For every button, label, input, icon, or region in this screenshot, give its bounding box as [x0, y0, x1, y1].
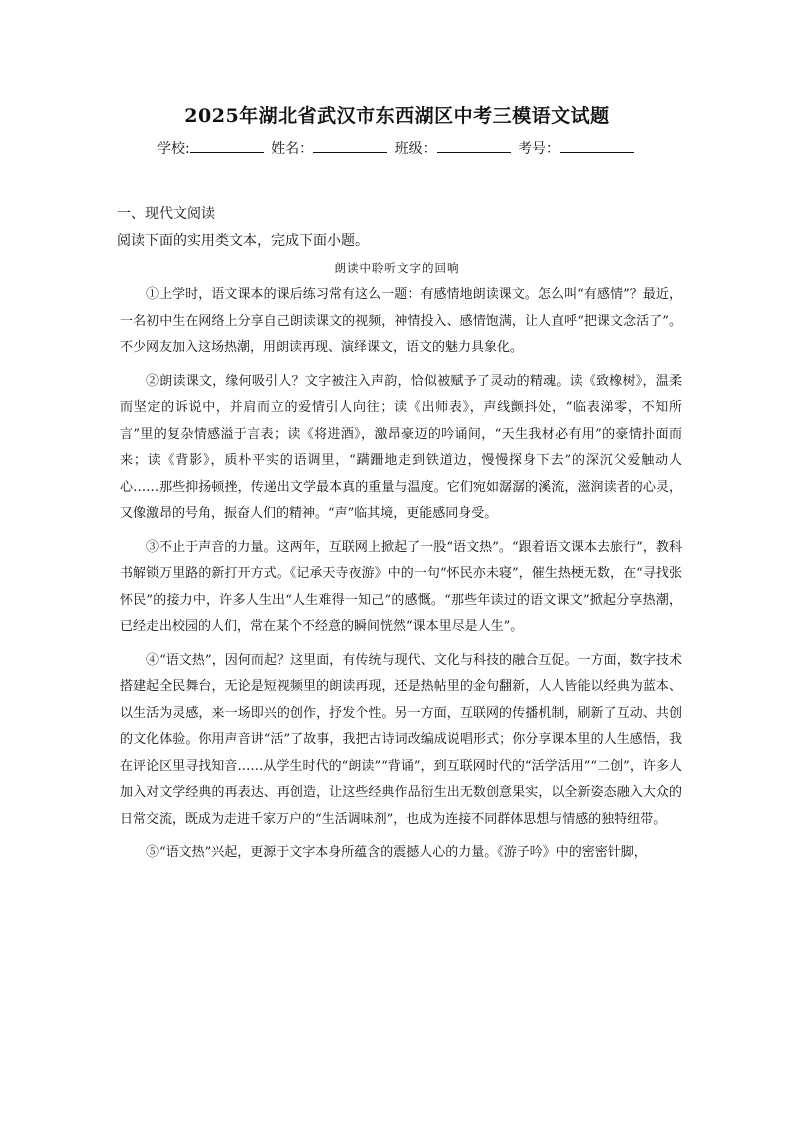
paragraph-5: ⑤“语文热”兴起，更源于文字本身所蕴含的震撼人心的力量。《游子吟》中的密密针脚， [146, 845, 647, 860]
name-label: 姓名： [271, 141, 314, 157]
class-label: 班级： [394, 141, 437, 157]
article-body [120, 282, 682, 874]
exam-number-label: 考号： [518, 141, 561, 157]
paragraph-4: ④“语文热”，因何而起？这里面，有传统与现代、文化与科技的融合互促。一方面，数字技术搭建起全民舞台，无论是短视频里的朗读再现，还是热帖里的金句翻新，人人皆能以经典为蓝本、以生活为灵感，来一场即兴的创作，抒发个性。另一方面，互联网的传播机制，刷新了互动、共创的文化体验。你用声音讲“活”了故事，我把古诗词改编成说唱形式；你分享课本里的人生感悟，我在评论区里寻找知音……从学生时代的“朗读”“背诵”，到互联网时代的“活学活用”“二创”，许多人加入对文学经典的再表达、再创造，让这些经典作品衍生出无数创意果实，以全新姿态融入大众的日常交流，既成为走进千家万户的“生活调味剂”，也成为连接不同群体思想与情感的独特纽带。 [120, 652, 682, 827]
exam-number-blank[interactable] [560, 140, 634, 153]
name-blank[interactable] [313, 140, 387, 153]
paragraph-2: ②朗读课文，缘何吸引人？文字被注入声韵，恰似被赋予了灵动的精魂。读《致橡树》，温柔而坚定的诉说中，并肩而立的爱情引人向往；读《出师表》，声线颤抖处，“临表涕零，不知所言”里的复杂情感溢于言表；读《将进酒》，激昂豪迈的吟诵间，“天生我材必有用”的豪情扑面而来；读《背影》，质朴平实的语调里，“蹒跚地走到铁道边，慢慢探身下去”的深沉父爱触动人心……那些抑扬顿挫，传递出文学最本真的重量与温度。它们宛如潺潺的溪流，滋润读者的心灵，又像激昂的号角，振奋人们的精神。“声”临其境，更能感同身受。 [120, 373, 682, 521]
section-instruction: 阅读下面的实用类文本，完成下面小题。 [117, 233, 369, 249]
paragraph-3: ③不止于声音的力量。这两年，互联网上掀起了一股“语文热”。“跟着语文课本去旅行”，教科书解锁万里路的新打开方式。《记承天寺夜游》中的一句“怀民亦未寝”，催生热梗无数，在“寻找张怀民”的接力中，许多人生出“人生难得一知己”的感慨。“那些年读过的语文课文”掀起分享热潮，已经走出校园的人们，常在某个不经意的瞬间恍然“课本里尽是人生”。 [120, 539, 682, 634]
student-info-line [0, 138, 794, 158]
paragraph-1: ①上学时，语文课本的课后练习常有这么一题：有感情地朗读课文。怎么叫“有感情”？最近，一名初中生在网络上分享自己朗读课文的视频，神情投入、感情饱满，让人直呼“把课文念活了”。不少网友加入这场热潮，用朗读再现、演绎课文，语文的魅力具象化。 [120, 287, 682, 355]
school-label: 学校: [156, 141, 190, 157]
school-blank[interactable] [190, 140, 264, 153]
exam-title: 2025年湖北省武汉市东西湖区中考三模语文试题 [184, 105, 610, 127]
class-blank[interactable] [437, 140, 511, 153]
section-heading: 一、现代文阅读 [117, 206, 215, 222]
article-title: 朗读中聆听文字的回响 [334, 261, 460, 275]
